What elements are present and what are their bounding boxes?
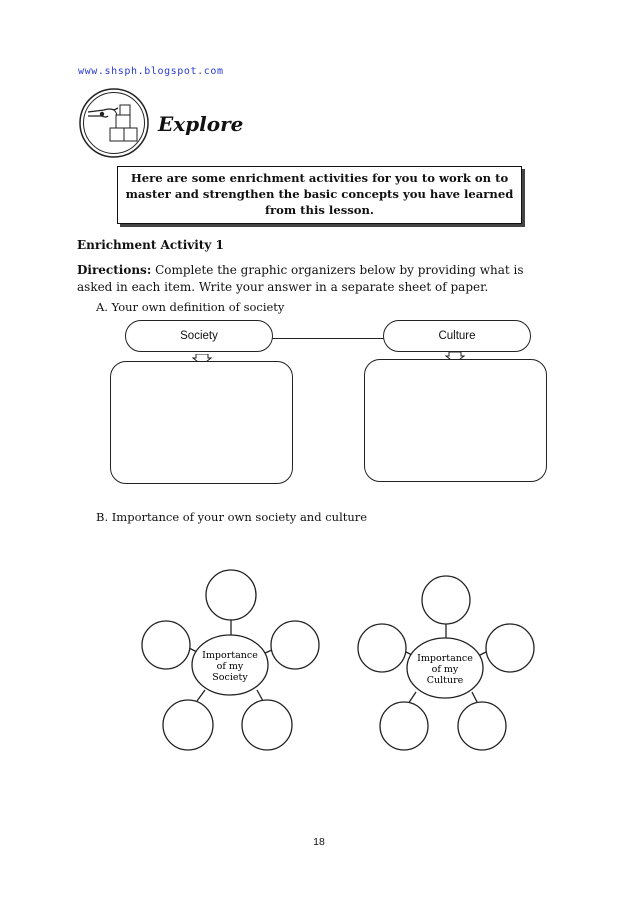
culture-pill: Culture	[383, 320, 531, 352]
directions-text: Complete the graphic organizers below by providing what is asked in each item. Write your answer in a separate sheet of paper.	[77, 263, 524, 294]
web-center-line2: of my	[216, 661, 244, 672]
culture-web-diagram	[352, 570, 562, 774]
part-b-label: B. Importance of your own society and culture	[96, 510, 368, 524]
web-center-line1: Importance	[417, 653, 473, 664]
culture-answer-box[interactable]	[364, 359, 547, 482]
part-a-label: A. Your own definition of society	[96, 300, 285, 314]
intro-text: Here are some enrichment activities for you to work on to master and strengthen the basic concepts you have learned from this lesson.	[125, 171, 514, 217]
child-stacking-blocks-icon	[78, 86, 150, 164]
web-center-line3: Culture	[426, 675, 464, 686]
society-pill: Society	[125, 320, 273, 352]
society-web-diagram	[135, 565, 345, 769]
society-answer-box[interactable]	[110, 361, 293, 484]
page-number: 18	[313, 836, 325, 848]
connector-line	[270, 338, 386, 339]
web-center-line1: Importance	[202, 650, 258, 661]
web-center-line2: of my	[431, 664, 459, 675]
intro-box	[117, 166, 522, 224]
activity-heading: Enrichment Activity 1	[77, 238, 224, 252]
section-title: Explore	[158, 112, 244, 136]
website-url: www.shsph.blogspot.com	[78, 66, 224, 77]
web-center-line3: Society	[212, 672, 248, 683]
directions	[77, 262, 557, 296]
directions-label: Directions:	[77, 263, 152, 277]
